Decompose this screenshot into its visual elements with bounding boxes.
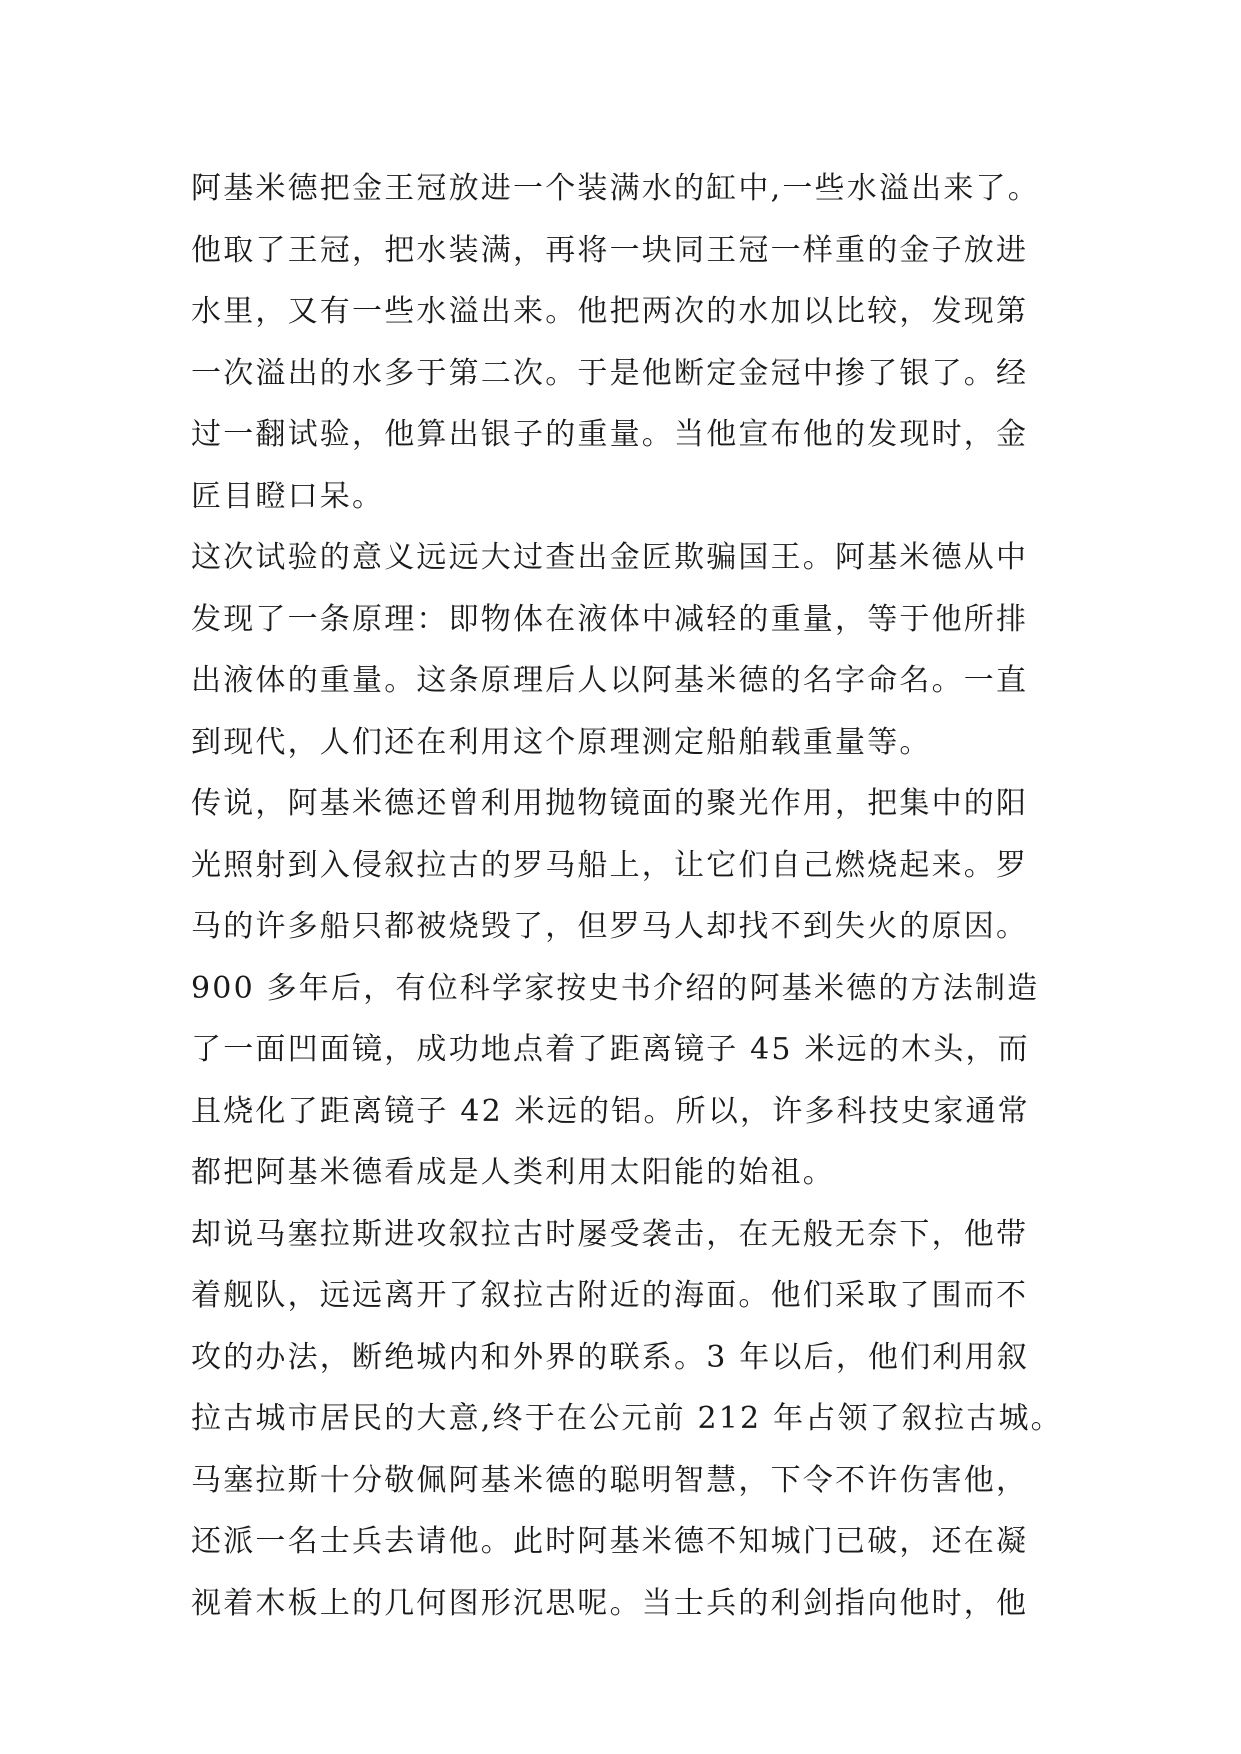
text-line: 这次试验的意义远远大过查出金匠欺骗国王。阿基米德从中 bbox=[191, 540, 1029, 575]
text-line: 到现代，人们还在利用这个原理测定船舶载重量等。 bbox=[191, 724, 932, 760]
text-line: 水里，又有一些水溢出来。他把两次的水加以比较，发现第 bbox=[191, 294, 1029, 329]
text-line: 且烧化了距离镜子 42 米远的铝。所以，许多科技史家通常 bbox=[191, 1093, 1030, 1129]
text-line: 过一翻试验，他算出银子的重量。当他宣布他的发现时，金 bbox=[191, 417, 1029, 452]
text-line: 了一面凹面镜，成功地点着了距离镜子 45 米远的木头，而 bbox=[191, 1032, 1030, 1067]
text-line: 阿基米德把金王冠放进一个装满水的缸中,一些水溢出来了。 bbox=[191, 171, 1040, 206]
text-line: 却说马塞拉斯进攻叙拉古时屡受袭击，在无般无奈下，他带 bbox=[191, 1216, 1029, 1252]
text-line: 900 多年后，有位科学家按史书介绍的阿基米德的方法制造 bbox=[191, 970, 1040, 1006]
text-line: 发现了一条原理：即物体在液体中减轻的重量，等于他所排 bbox=[191, 601, 1029, 637]
body-text bbox=[191, 158, 1111, 1634]
text-line: 一次溢出的水多于第二次。于是他断定金冠中掺了银了。经 bbox=[191, 355, 1029, 391]
text-line: 攻的办法，断绝城内和外界的联系。3 年以后，他们利用叙 bbox=[191, 1339, 1030, 1375]
text-line: 马的许多船只都被烧毁了，但罗马人却找不到失火的原因。 bbox=[191, 909, 1029, 944]
text-line: 传说，阿基米德还曾利用抛物镜面的聚光作用，把集中的阳 bbox=[191, 786, 1029, 821]
text-line: 马塞拉斯十分敬佩阿基米德的聪明智慧，下令不许伤害他， bbox=[191, 1462, 1029, 1498]
text-line: 出液体的重量。这条原理后人以阿基米德的名字命名。一直 bbox=[191, 663, 1029, 698]
text-line: 他取了王冠，把水装满，再将一块同王冠一样重的金子放进 bbox=[191, 232, 1029, 268]
text-line: 都把阿基米德看成是人类利用太阳能的始祖。 bbox=[191, 1155, 835, 1190]
text-line: 拉古城市居民的大意,终于在公元前 212 年占领了叙拉古城。 bbox=[191, 1401, 1063, 1436]
text-line: 匠目瞪口呆。 bbox=[191, 478, 385, 514]
text-line: 视着木板上的几何图形沉思呢。当士兵的利剑指向他时，他 bbox=[191, 1585, 1029, 1621]
text-line: 光照射到入侵叙拉古的罗马船上，让它们自己燃烧起来。罗 bbox=[191, 847, 1029, 883]
text-line: 着舰队，远远离开了叙拉古附近的海面。他们采取了围而不 bbox=[191, 1278, 1029, 1313]
text-line: 还派一名士兵去请他。此时阿基米德不知城门已破，还在凝 bbox=[191, 1524, 1029, 1559]
